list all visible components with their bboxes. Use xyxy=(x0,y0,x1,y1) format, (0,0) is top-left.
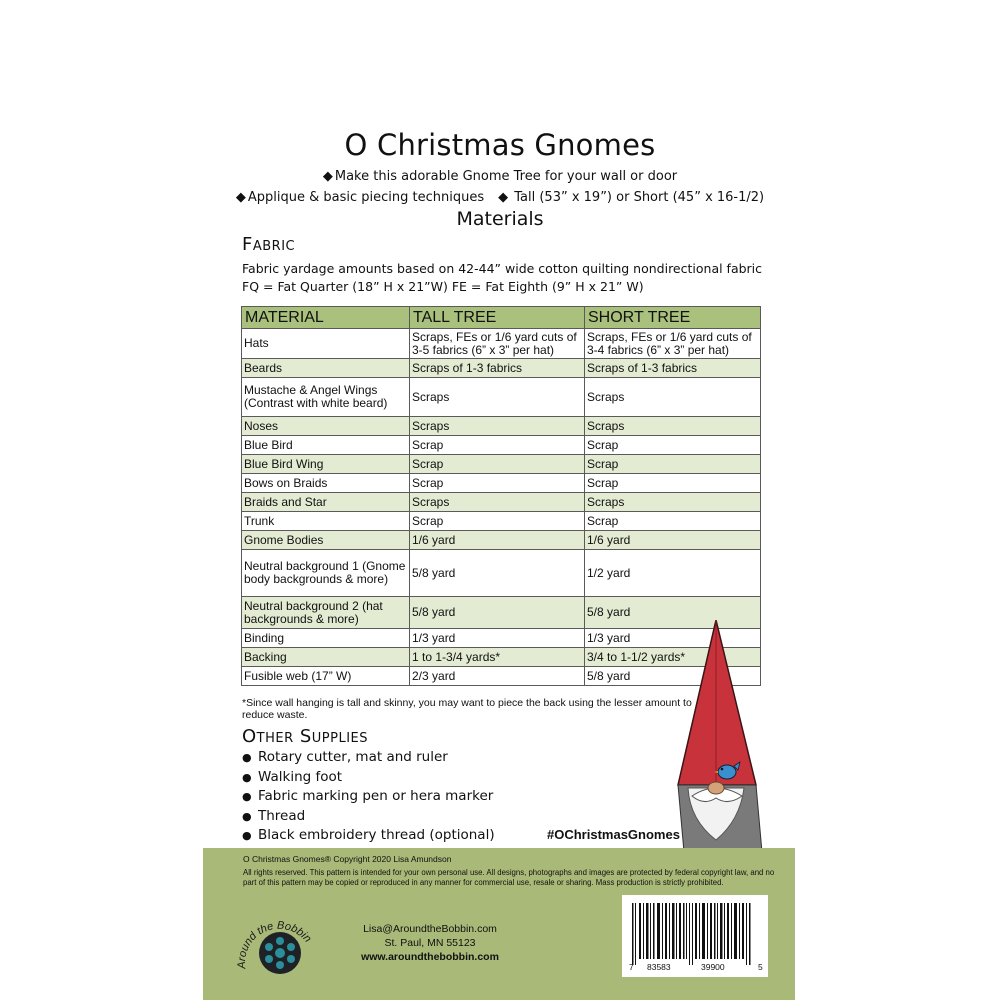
table-row xyxy=(242,531,761,550)
feature-line-1 xyxy=(0,169,1000,184)
contact-website: www.aroundthebobbin.com xyxy=(361,951,499,963)
barcode-digits-right: 39900 xyxy=(701,962,725,972)
barcode-digits-left: 83583 xyxy=(647,962,671,972)
bobbin-hole xyxy=(276,961,284,969)
barcode-bars-icon xyxy=(622,895,768,977)
bullet-dot-icon: ● xyxy=(242,770,252,784)
bullet-dot-icon: ● xyxy=(242,790,252,803)
copyright-line: O Christmas Gnomes® Copyright 2020 Lisa Amundson xyxy=(243,854,452,864)
feature-text-3: Tall (53” x 19”) or Short (45” x 16-1/2) xyxy=(514,190,765,205)
list-item xyxy=(242,748,495,768)
short-tree-cell: 5/8 yard xyxy=(585,667,761,686)
bobbin-hole xyxy=(265,955,273,963)
tall-tree-cell: Scrap xyxy=(410,436,585,455)
tall-tree-cell: Scraps xyxy=(410,417,585,436)
material-cell: Beards xyxy=(242,359,410,378)
bird-eye xyxy=(721,768,724,771)
other-supplies-heading: Other Supplies xyxy=(242,726,369,747)
tall-tree-cell: Scraps of 1-3 fabrics xyxy=(410,359,585,378)
short-tree-cell: 5/8 yard xyxy=(585,597,761,629)
material-cell: Bows on Braids xyxy=(242,474,410,493)
short-tree-cell: Scraps xyxy=(585,493,761,512)
material-cell: Backing xyxy=(242,648,410,667)
tall-tree-cell: 5/8 yard xyxy=(410,550,585,597)
bobbin-hole xyxy=(287,943,295,951)
short-tree-cell: Scrap xyxy=(585,474,761,493)
list-item xyxy=(242,787,495,807)
material-cell: Neutral background 1 (Gnome body backgrounds & more) xyxy=(242,550,410,597)
supply-text: Thread xyxy=(258,807,306,824)
backing-footnote: *Since wall hanging is tall and skinny, you may want to piece the back using the lesser amount to reduce waste. xyxy=(242,697,692,721)
barcode-digit-check: 5 xyxy=(758,962,763,972)
tall-tree-cell: Scraps, FEs or 1/6 yard cuts of 3-5 fabrics (6” x 3” per hat) xyxy=(410,329,585,359)
diamond-bullet-icon: ◆ xyxy=(498,190,509,205)
barcode-digit-lead: 7 xyxy=(629,962,634,972)
short-tree-cell: Scraps, FEs or 1/6 yard cuts of 3-4 fabrics (6” x 3” per hat) xyxy=(585,329,761,359)
material-cell: Blue Bird xyxy=(242,436,410,455)
material-cell: Noses xyxy=(242,417,410,436)
material-cell: Blue Bird Wing xyxy=(242,455,410,474)
pattern-title: O Christmas Gnomes xyxy=(344,128,656,162)
tall-tree-cell: Scrap xyxy=(410,512,585,531)
list-item xyxy=(242,826,495,846)
material-cell: Mustache & Angel Wings (Contrast with white beard) xyxy=(242,378,410,417)
supply-text: Black embroidery thread (optional) xyxy=(258,827,495,843)
feature-text-2: Applique & basic piecing techniques xyxy=(247,190,485,205)
diamond-bullet-icon: ◆ xyxy=(322,169,333,184)
material-cell: Trunk xyxy=(242,512,410,531)
material-cell: Gnome Bodies xyxy=(242,531,410,550)
fabric-heading: Fabric xyxy=(242,234,296,255)
table-row xyxy=(242,550,761,597)
column-header-tall-tree: TALL TREE xyxy=(410,307,585,329)
short-tree-cell: Scrap xyxy=(585,455,761,474)
table-row xyxy=(242,512,761,531)
blue-bird-icon xyxy=(718,765,736,779)
column-header-short-tree: SHORT TREE xyxy=(585,307,761,329)
table-row xyxy=(242,417,761,436)
table-row xyxy=(242,359,761,378)
table-row xyxy=(242,329,761,359)
short-tree-cell: 1/3 yard xyxy=(585,629,761,648)
tall-tree-cell: 5/8 yard xyxy=(410,597,585,629)
table-row xyxy=(242,455,761,474)
list-item xyxy=(242,768,495,788)
contact-block xyxy=(345,922,515,964)
short-tree-cell: Scrap xyxy=(585,436,761,455)
short-tree-cell: 1/2 yard xyxy=(585,550,761,597)
table-row xyxy=(242,493,761,512)
tall-tree-cell: 1/3 yard xyxy=(410,629,585,648)
fabric-intro-line-2: FQ = Fat Quarter (18” H x 21”W) FE = Fat Eighth (9” H x 21” W) xyxy=(242,279,644,294)
around-the-bobbin-logo xyxy=(232,905,328,995)
table-row xyxy=(242,474,761,493)
material-cell: Braids and Star xyxy=(242,493,410,512)
supplies-list xyxy=(242,748,495,846)
material-cell: Neutral background 2 (hat backgrounds & more) xyxy=(242,597,410,629)
tall-tree-cell: Scraps xyxy=(410,378,585,417)
table-row xyxy=(242,436,761,455)
short-tree-cell: 1/6 yard xyxy=(585,531,761,550)
materials-heading: Materials xyxy=(456,208,544,230)
hashtag: #OChristmasGnomes xyxy=(547,827,680,842)
tall-tree-cell: 1 to 1-3/4 yards* xyxy=(410,648,585,667)
bullet-dot-icon: ● xyxy=(242,809,252,823)
short-tree-cell: Scraps xyxy=(585,417,761,436)
supply-text: Rotary cutter, mat and ruler xyxy=(258,749,448,765)
gnome-illustration xyxy=(676,620,766,852)
material-cell: Fusible web (17” W) xyxy=(242,667,410,686)
supply-text: Fabric marking pen or hera marker xyxy=(258,788,494,804)
supply-text: Walking foot xyxy=(258,768,343,785)
logo-text-path: Around the Bobbin xyxy=(235,919,314,970)
tall-tree-cell: Scrap xyxy=(410,474,585,493)
tall-tree-cell: Scrap xyxy=(410,455,585,474)
bobbin-hole xyxy=(265,943,273,951)
contact-email: Lisa@AroundtheBobbin.com xyxy=(363,923,497,935)
tall-tree-cell: 1/6 yard xyxy=(410,531,585,550)
table-row xyxy=(242,378,761,417)
tall-tree-cell: 2/3 yard xyxy=(410,667,585,686)
fabric-intro-line-1: Fabric yardage amounts based on 42-44” wide cotton quilting nondirectional fabric xyxy=(242,261,763,276)
list-item xyxy=(242,807,495,827)
column-header-material: MATERIAL xyxy=(242,307,410,329)
bobbin-hole xyxy=(287,955,295,963)
rights-statement: All rights reserved. This pattern is intended for your own personal use. All designs, photographs and images are protected by federal copyright law, and no part of this pattern may be copied or reproduced in any manner for commercial use, resale or sharing. Mass production is strictly prohibited. xyxy=(243,868,775,887)
material-cell: Hats xyxy=(242,329,410,359)
barcode xyxy=(622,895,768,977)
feature-line-2 xyxy=(0,190,1000,205)
short-tree-cell: Scrap xyxy=(585,512,761,531)
short-tree-cell: 3/4 to 1-1/2 yards* xyxy=(585,648,761,667)
feature-text-1: Make this adorable Gnome Tree for your wall or door xyxy=(334,169,678,184)
gnome-nose xyxy=(708,782,724,794)
table-header-row xyxy=(242,307,761,329)
bullet-dot-icon: ● xyxy=(242,829,252,842)
tall-tree-cell: Scraps xyxy=(410,493,585,512)
contact-location: St. Paul, MN 55123 xyxy=(384,937,476,949)
bobbin-hole-center xyxy=(275,948,285,958)
diamond-bullet-icon: ◆ xyxy=(235,190,246,205)
material-cell: Binding xyxy=(242,629,410,648)
bobbin-hole xyxy=(276,937,284,945)
short-tree-cell: Scraps xyxy=(585,378,761,417)
bullet-dot-icon: ● xyxy=(242,751,252,764)
short-tree-cell: Scraps of 1-3 fabrics xyxy=(585,359,761,378)
gnome-hat xyxy=(678,620,756,785)
